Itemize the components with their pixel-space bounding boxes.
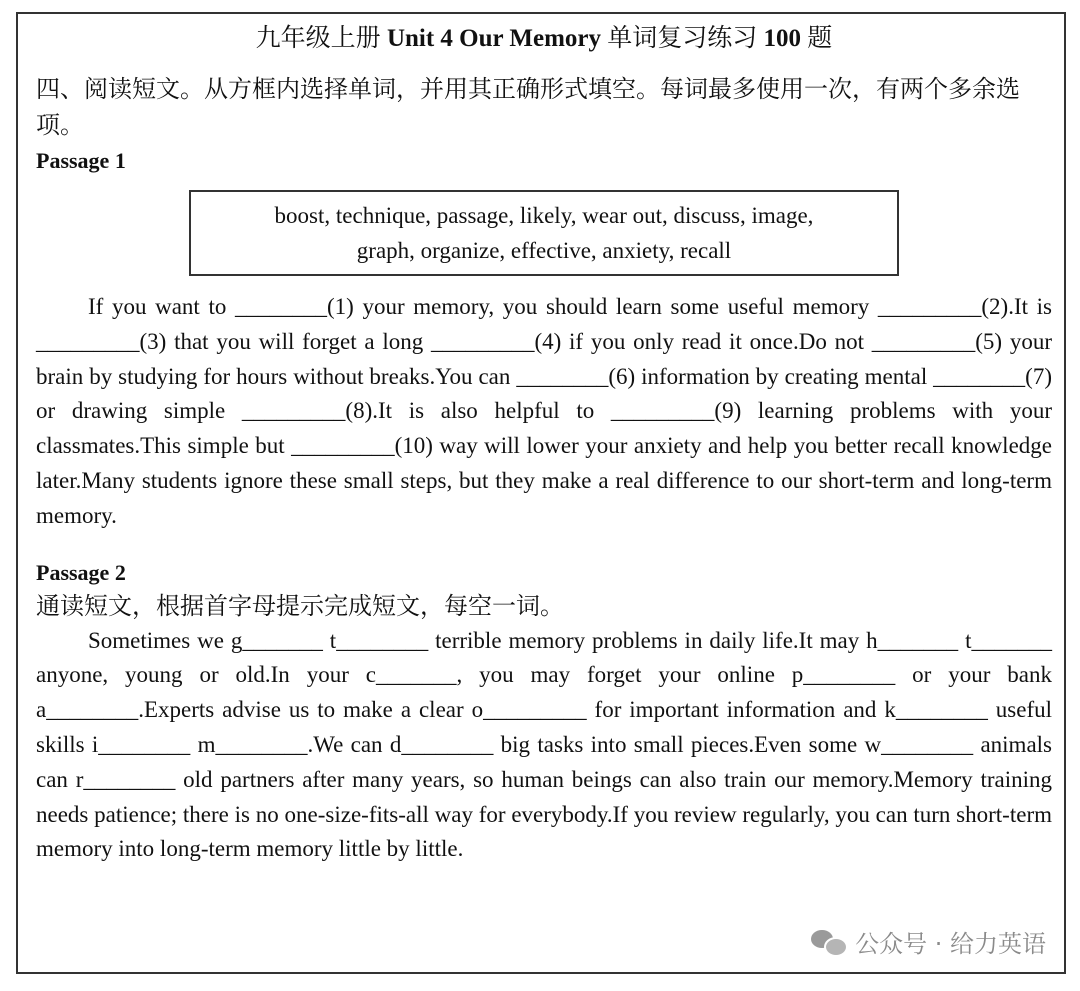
passage-1-text: If you want to ________(1) your memory, you should learn some useful memory _________(2).It is _________(3) that you will forget a long _________(4) if you only read it once.Do not _________(5) your brain by studying for hours without breaks.You can ________(6) information by creating mental ________(7) or drawing simple _________(8).It is also helpful to _________(9) learning problems with your classmates.This simple but _________(10) way will lower your anxiety and help you better recall knowledge later.Many students ignore these small steps, but they make a real difference to our short‑term and long‑term memory. <box>36 294 1052 528</box>
wechat-icon <box>811 928 845 956</box>
title-desc: 单词复习练习 <box>607 25 758 52</box>
passage-2-heading: Passage 2 <box>36 559 126 585</box>
section-4-instruction: 四、阅读短文。从方框内选择单词，并用其正确形式填空。每词最多使用一次，有两个多余选项。 <box>36 77 1020 139</box>
passage-2-text: Sometimes we g_______ t________ terrible memory problems in daily life.It may h_______ t_______ anyone, young or old.In your c_______, you may forget your online p________ or your bank a________.Experts advise us to make a clear o_________ for important information and k________ useful skills i________ m________.We can d________ big tasks into small pieces.Even some w________ animals can r________ old partners after many years, so human beings can also train our memory.Memory training needs patience; there is no one‑size‑fits‑all way for everybody.If you review regularly, you can turn short‑term memory into long‑term memory little by little. <box>36 627 1052 862</box>
watermark <box>811 924 1046 959</box>
page-title <box>36 20 1052 58</box>
title-suffix: 题 <box>807 25 833 52</box>
watermark-text: 公众号 · 给力英语 <box>855 930 1046 958</box>
word-box <box>189 190 899 276</box>
title-count: 100 <box>763 25 802 52</box>
word-box-line-1: boost, technique, passage, likely, wear out, discuss, image, <box>274 203 814 228</box>
word-box-line-2: graph, organize, effective, anxiety, recall <box>356 238 732 263</box>
section-spacer <box>36 534 1052 556</box>
passage-2-instruction: 通读短文，根据首字母提示完成短文，每空一词。 <box>36 593 564 620</box>
title-unit: Unit 4 Our Memory <box>386 25 602 52</box>
title-grade: 九年级上册 <box>255 25 381 52</box>
passage-1-heading: Passage 1 <box>36 148 126 173</box>
worksheet <box>36 20 1052 867</box>
